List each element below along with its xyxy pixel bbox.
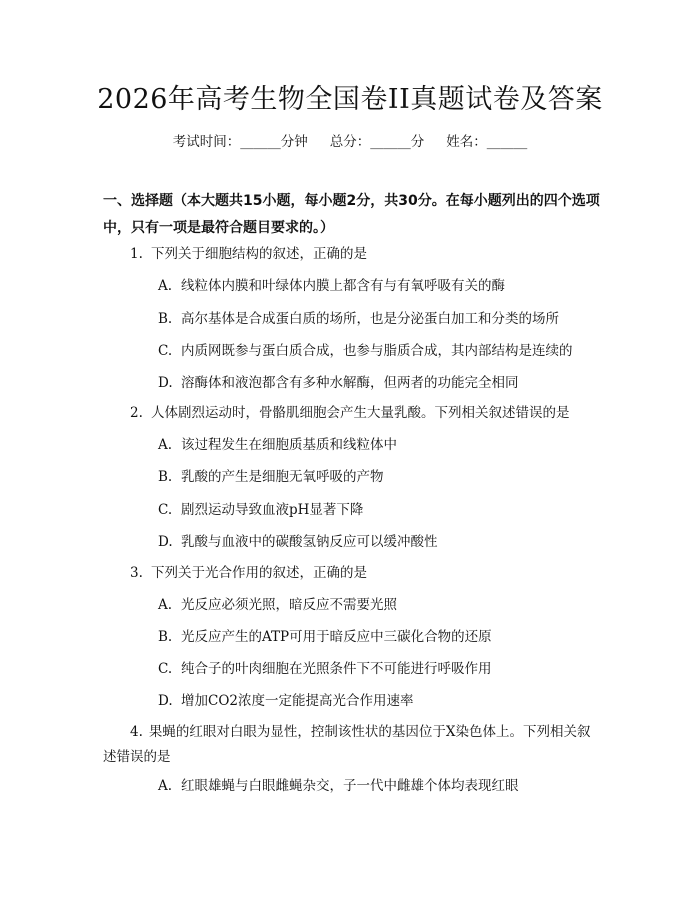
option-text: 光反应必须光照，暗反应不需要光照 xyxy=(181,597,397,613)
option-letter: A. xyxy=(158,278,173,294)
option-text: 乳酸的产生是细胞无氧呼吸的产物 xyxy=(181,469,384,485)
option-letter: D. xyxy=(158,693,173,709)
option-letter: B. xyxy=(158,469,173,485)
option-text: 剧烈运动导致血液pH显著下降 xyxy=(181,502,364,518)
question-number: 1. xyxy=(130,246,143,262)
exam-meta-line xyxy=(0,132,700,152)
question-stem: 人体剧烈运动时，骨骼肌细胞会产生大量乳酸。下列相关叙述错误的是 xyxy=(151,405,570,421)
option-text: 内质网既参与蛋白质合成，也参与脂质合成，其内部结构是连续的 xyxy=(181,343,573,359)
option-letter: B. xyxy=(158,629,173,645)
section-heading: 一、选择题（本大题共15小题，每小题2分，共30分。在每小题列出的四个选项中，只有一项是最符合题目要求的。） xyxy=(103,193,600,236)
question-number: 4. xyxy=(130,724,143,740)
option-letter: C. xyxy=(158,502,173,518)
option-letter: D. xyxy=(158,534,173,550)
option-letter: A. xyxy=(158,597,173,613)
total-score-field: 总分：______分 xyxy=(329,134,425,150)
option-text: 红眼雄蝇与白眼雌蝇杂交，子一代中雌雄个体均表现红眼 xyxy=(181,778,519,794)
option-text: 光反应产生的ATP可用于暗反应中三碳化合物的还原 xyxy=(181,629,492,645)
option-text: 线粒体内膜和叶绿体内膜上都含有与有氧呼吸有关的酶 xyxy=(181,278,505,294)
question-number: 3. xyxy=(130,565,143,581)
option-text: 乳酸与血液中的碳酸氢钠反应可以缓冲酸性 xyxy=(181,534,438,550)
page-title: 2026年高考生物全国卷II真题试卷及答案 xyxy=(97,84,603,115)
option-text: 溶酶体和液泡都含有多种水解酶，但两者的功能完全相同 xyxy=(181,375,519,391)
option-letter: D. xyxy=(158,375,173,391)
question-4 xyxy=(103,720,600,770)
option-text: 该过程发生在细胞质基质和线粒体中 xyxy=(181,437,397,453)
option-text: 纯合子的叶肉细胞在光照条件下不可能进行呼吸作用 xyxy=(181,661,492,677)
option-text: 增加CO2浓度一定能提高光合作用速率 xyxy=(181,693,414,709)
question-stem: 果蝇的红眼对白眼为显性，控制该性状的基因位于X染色体上。下列相关叙述错误的是 xyxy=(103,724,591,765)
option-letter: C. xyxy=(158,343,173,359)
option-letter: A. xyxy=(158,778,173,794)
option-letter: B. xyxy=(158,311,173,327)
student-name-field: 姓名：______ xyxy=(446,134,528,150)
option-letter: C. xyxy=(158,661,173,677)
question-stem: 下列关于光合作用的叙述，正确的是 xyxy=(151,565,367,581)
option-text: 高尔基体是合成蛋白质的场所，也是分泌蛋白加工和分类的场所 xyxy=(181,311,559,327)
question-stem: 下列关于细胞结构的叙述，正确的是 xyxy=(151,246,367,262)
question-number: 2. xyxy=(130,405,143,421)
option-letter: A. xyxy=(158,437,173,453)
exam-time-field: 考试时间：______分钟 xyxy=(172,134,308,150)
